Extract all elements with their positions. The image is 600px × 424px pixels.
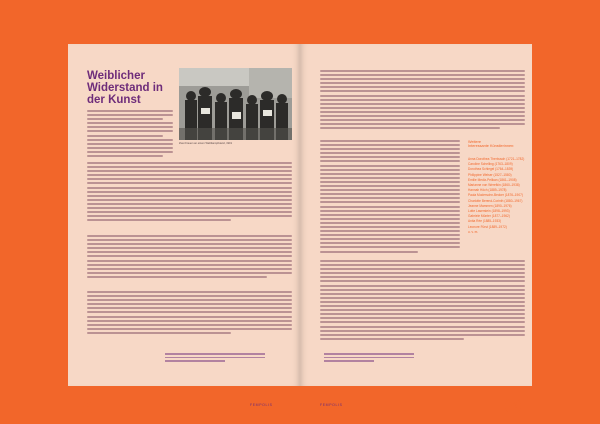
page-number-right: 23 xyxy=(504,397,522,415)
list-item: Jeanne Mammen (1890–1976) xyxy=(468,203,512,208)
page-number-left: 22 xyxy=(78,397,96,415)
list-item: Dorothea Schlegel (1764–1839) xyxy=(468,167,514,172)
list-item: Lotte Laserstein (1898–1993) xyxy=(468,209,510,214)
list-item: Leonore Fürst (1889–1972) xyxy=(468,224,507,229)
list-item: Marianne von Werefkin (1860–1938) xyxy=(468,183,520,188)
right-footnote xyxy=(324,353,414,364)
list-item: Philippine Welser (1527–1580) xyxy=(468,172,512,177)
body-paragraph-3 xyxy=(87,291,292,336)
artist-list-title: Weitere xyxy=(468,140,482,144)
artist-list-heading xyxy=(468,140,514,149)
artist-list xyxy=(468,157,524,235)
list-item: Anna Dorothea Therbusch (1721–1782) xyxy=(468,157,525,161)
intro-paragraph xyxy=(87,110,173,159)
list-item: Charlotte Berend-Corinth (1880–1967) xyxy=(468,198,523,203)
photo-caption: Zwei Frauen an einem Wahlkampfstand, 1919 xyxy=(179,142,232,145)
running-head-right: FEMPOLIS xyxy=(320,403,343,407)
artist-list-subtitle: Interessante Künstlerinnen: xyxy=(468,144,515,149)
list-item: Hannah Höch (1889–1978) xyxy=(468,188,507,193)
footnote xyxy=(165,353,265,364)
list-item: Paula Modersohn-Becker (1876–1907) xyxy=(468,193,523,198)
body-paragraph-1 xyxy=(87,162,292,223)
running-head-left: FEMPOLIS xyxy=(250,403,273,407)
list-item: Gabriele Münter (1877–1962) xyxy=(468,214,510,219)
left-page xyxy=(68,44,300,410)
right-col-paragraph-2 xyxy=(320,140,460,255)
list-item: Caroline Schelling (1763–1809) xyxy=(468,162,513,167)
list-item: Anita Rée (1885–1933) xyxy=(468,219,501,224)
right-col-paragraph-3 xyxy=(320,260,525,342)
right-col-paragraph-1 xyxy=(320,70,525,131)
list-item: u. v. m. xyxy=(468,229,479,234)
list-item: Emilie Mediz-Pelikan (1861–1908) xyxy=(468,177,517,182)
right-page xyxy=(300,44,532,410)
article-title: Weiblicher Widerstand in der Kunst xyxy=(87,70,163,106)
historic-photo xyxy=(179,68,292,140)
body-paragraph-2 xyxy=(87,235,292,280)
